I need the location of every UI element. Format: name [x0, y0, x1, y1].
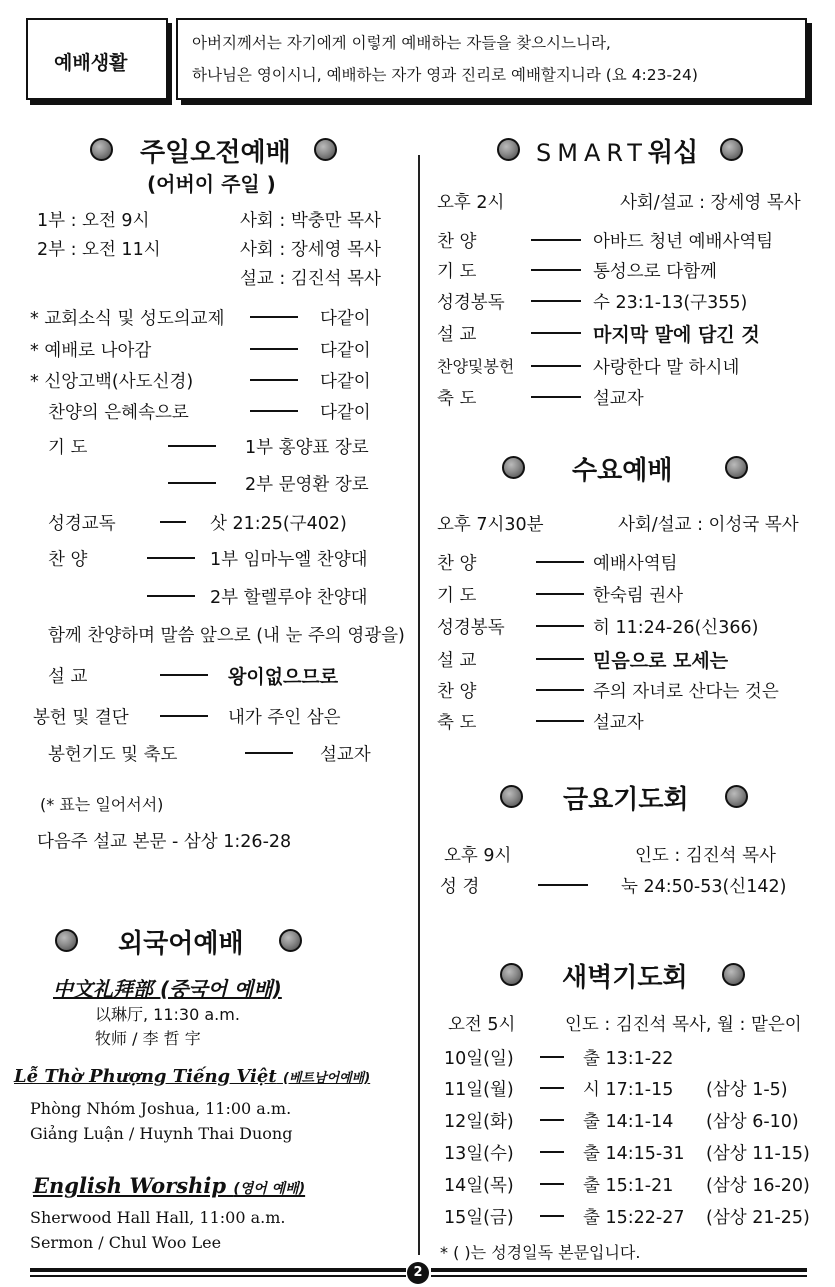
wednesday-row-value: 주의 자녀로 산다는 것은	[593, 682, 779, 702]
leader-dash	[160, 674, 208, 676]
dawn-footnote: * ( )는 성경일독 본문입니다.	[440, 1243, 641, 1262]
wednesday-row-label: 성경봉독	[437, 618, 505, 638]
leader-dash	[536, 658, 584, 660]
leader-dash	[536, 593, 584, 595]
bullet-icon	[500, 963, 523, 986]
leader-dash	[536, 720, 584, 722]
reading-value: 삿 21:25(구402)	[210, 514, 347, 534]
leader-dash	[538, 884, 588, 886]
vietnamese-service-title	[14, 1066, 370, 1087]
dawn-leader: 인도 : 김진석 목사, 월 : 맡은이	[565, 1015, 802, 1035]
praise-label: 찬 양	[48, 550, 88, 570]
service1-time: 1부 : 오전 9시	[37, 211, 150, 231]
dawn-day: 15일(금)	[444, 1208, 514, 1228]
leader-dash	[168, 445, 216, 447]
wednesday-time: 오후 7시30분	[437, 515, 544, 535]
leader-dash	[531, 269, 581, 271]
order-item: 찬양의 은혜속으로	[48, 403, 189, 423]
header-verse-line2: 하나님은 영이시니, 예배하는 자가 영과 진리로 예배할지니라 (요 4:23-24)	[192, 66, 698, 84]
column-divider	[418, 155, 420, 1255]
smart-row-label: 축 도	[437, 389, 477, 409]
smart-sermon-title: 마지막 말에 담긴 것	[593, 324, 760, 346]
smart-time: 오후 2시	[437, 193, 505, 213]
wednesday-row-value: 설교자	[593, 713, 644, 733]
sunday-preacher: 설교 : 김진석 목사	[240, 269, 381, 289]
bullet-icon	[720, 138, 743, 161]
leader-dash	[160, 715, 208, 717]
header-verse-line1: 아버지께서는 자기에게 이렇게 예배하는 자들을 찾으시느니라,	[192, 34, 611, 52]
dawn-reading: 출 13:1-22	[583, 1049, 674, 1069]
dawn-reading: 출 14:15-31	[583, 1144, 685, 1164]
vietnamese-title-text: Lễ Thờ Phượng Tiếng Việt	[14, 1066, 277, 1087]
bullet-icon	[279, 929, 302, 952]
offering-prayer-label: 봉헌기도 및 축도	[48, 745, 178, 765]
dawn-reading: 출 14:1-14	[583, 1112, 674, 1132]
friday-bible-label: 성 경	[440, 877, 480, 897]
smart-row-value: 수 23:1-13(구355)	[593, 293, 748, 313]
leader-dash	[531, 332, 581, 334]
english-service-line1: Sherwood Hall Hall, 11:00 a.m.	[30, 1208, 286, 1227]
prayer-service1: 1부 홍양표 장로	[245, 438, 369, 458]
dawn-extra: (삼상 6-10)	[706, 1112, 799, 1132]
chinese-service-line2: 牧师 / 李 哲 宇	[95, 1029, 201, 1048]
vietnamese-service-line1: Phòng Nhóm Joshua, 11:00 a.m.	[30, 1099, 292, 1118]
wednesday-row-label: 축 도	[437, 713, 477, 733]
leader-dash	[245, 752, 293, 754]
chinese-service-title: 中文礼拜部 (중국어 예배)	[53, 977, 282, 1001]
leader-dash	[536, 625, 584, 627]
order-item: * 신앙고백(사도신경)	[30, 372, 194, 392]
service1-leader: 사회 : 박충만 목사	[240, 211, 381, 231]
leader-dash	[168, 482, 216, 484]
sermon-title: 왕이없으므로	[228, 666, 339, 688]
dawn-reading: 출 15:1-21	[583, 1176, 674, 1196]
dawn-reading: 출 15:22-27	[583, 1208, 685, 1228]
leader-dash	[540, 1087, 564, 1089]
english-title-tag: (영어 예배)	[233, 1181, 306, 1197]
bullet-icon	[55, 929, 78, 952]
foreign-title: 외국어예배	[118, 929, 244, 959]
offering-value: 내가 주인 삼은	[228, 708, 341, 728]
english-service-line2: Sermon / Chul Woo Lee	[30, 1233, 222, 1252]
footer-bar-left	[30, 1268, 406, 1272]
dawn-day: 14일(목)	[444, 1176, 514, 1196]
prayer-service2: 2부 문영환 장로	[245, 475, 369, 495]
dawn-reading: 시 17:1-15	[583, 1080, 674, 1100]
sermon-label: 설 교	[48, 667, 88, 687]
english-title-text: English Worship	[33, 1173, 227, 1198]
smart-row-label: 기 도	[437, 262, 477, 282]
leader-dash	[160, 521, 186, 523]
bullet-icon	[502, 456, 525, 479]
bullet-icon	[90, 138, 113, 161]
wednesday-leader: 사회/설교 : 이성국 목사	[618, 515, 799, 535]
leader-dash	[250, 316, 298, 318]
dawn-day: 10일(일)	[444, 1049, 514, 1069]
smart-title-korean: 워십	[647, 138, 699, 168]
offering-prayer-value: 설교자	[320, 745, 371, 765]
leader-dash	[531, 239, 581, 241]
sunday-subtitle: (어버이 주일 )	[147, 172, 276, 196]
reading-label: 성경교독	[48, 514, 116, 534]
wednesday-row-label: 설 교	[437, 651, 477, 671]
order-item: * 예배로 나아감	[30, 341, 152, 361]
bullet-icon	[725, 456, 748, 479]
prayer-label: 기 도	[48, 438, 88, 458]
order-value: 다같이	[320, 403, 371, 423]
order-value: 다같이	[320, 341, 371, 361]
smart-row-value: 아바드 청년 예배사역팀	[593, 232, 774, 252]
order-value: 다같이	[320, 372, 371, 392]
leader-dash	[531, 396, 581, 398]
leader-dash	[536, 561, 584, 563]
dawn-title: 새벽기도회	[562, 963, 688, 993]
praise-service1: 1부 임마누엘 찬양대	[210, 550, 368, 570]
friday-time: 오후 9시	[444, 846, 512, 866]
wednesday-row-label: 찬 양	[437, 554, 477, 574]
service2-time: 2부 : 오전 11시	[37, 240, 161, 260]
smart-title-latin: SMART	[536, 139, 648, 167]
leader-dash	[250, 348, 298, 350]
dawn-time: 오전 5시	[448, 1015, 516, 1035]
footer-bar-right	[431, 1268, 807, 1272]
leader-dash	[531, 300, 581, 302]
smart-row-label: 설 교	[437, 325, 477, 345]
wednesday-row-label: 찬 양	[437, 682, 477, 702]
english-service-title	[33, 1173, 305, 1198]
together-line: 함께 찬양하며 말씀 앞으로 (내 눈 주의 영광을)	[48, 626, 405, 646]
vietnamese-service-line2: Giảng Luận / Huynh Thai Duong	[30, 1124, 293, 1143]
chinese-service-line1: 以琳厅, 11:30 a.m.	[95, 1005, 240, 1024]
friday-title: 금요기도회	[563, 785, 689, 815]
leader-dash	[540, 1183, 564, 1185]
order-item: * 교회소식 및 성도의교제	[30, 309, 225, 329]
bullet-icon	[500, 785, 523, 808]
offering-label: 봉헌 및 결단	[33, 708, 129, 728]
wednesday-title: 수요예배	[572, 456, 673, 486]
bullet-icon	[722, 963, 745, 986]
header-label: 예배생활	[54, 52, 128, 74]
bullet-icon	[725, 785, 748, 808]
footer-bar-right-thin	[431, 1275, 807, 1277]
dawn-extra: (삼상 21-25)	[706, 1208, 810, 1228]
smart-row-value: 사랑한다 말 하시네	[593, 358, 740, 378]
order-value: 다같이	[320, 309, 371, 329]
service2-leader: 사회 : 장세영 목사	[240, 240, 381, 260]
leader-dash	[147, 557, 195, 559]
smart-row-label: 성경봉독	[437, 293, 505, 313]
header-label-box	[26, 18, 168, 100]
bullet-icon	[314, 138, 337, 161]
dawn-extra: (삼상 11-15)	[706, 1144, 810, 1164]
standing-note: (* 표는 일어서서)	[40, 795, 164, 814]
dawn-extra: (삼상 1-5)	[706, 1080, 788, 1100]
smart-title	[536, 132, 698, 169]
smart-row-label: 찬양및봉헌	[437, 357, 515, 376]
friday-leader: 인도 : 김진석 목사	[635, 846, 776, 866]
leader-dash	[540, 1119, 564, 1121]
leader-dash	[540, 1151, 564, 1153]
footer-bar-left-thin	[30, 1275, 406, 1277]
smart-row-label: 찬 양	[437, 232, 477, 252]
praise-service2: 2부 할렐루야 찬양대	[210, 588, 368, 608]
leader-dash	[540, 1056, 564, 1058]
wednesday-row-value: 한숙림 권사	[593, 586, 684, 606]
dawn-extra: (삼상 16-20)	[706, 1176, 810, 1196]
leader-dash	[250, 410, 298, 412]
header-verse-box	[176, 18, 807, 100]
leader-dash	[536, 689, 584, 691]
dawn-day: 11일(월)	[444, 1080, 514, 1100]
smart-row-value: 설교자	[593, 389, 644, 409]
dawn-day: 12일(화)	[444, 1112, 514, 1132]
wednesday-row-value: 예배사역팀	[593, 554, 678, 574]
wednesday-sermon-title: 믿음으로 모세는	[593, 650, 729, 672]
page-number: 2	[407, 1262, 429, 1284]
leader-dash	[531, 365, 581, 367]
smart-leader: 사회/설교 : 장세영 목사	[620, 193, 801, 213]
next-week-text: 다음주 설교 본문 - 삼상 1:26-28	[37, 832, 292, 852]
bullet-icon	[497, 138, 520, 161]
leader-dash	[147, 595, 195, 597]
wednesday-row-label: 기 도	[437, 586, 477, 606]
smart-row-value: 통성으로 다함께	[593, 262, 717, 282]
leader-dash	[540, 1215, 564, 1217]
wednesday-row-value: 히 11:24-26(신366)	[593, 618, 759, 638]
vietnamese-title-tag: (베트남어예배)	[282, 1071, 371, 1086]
friday-bible-value: 눅 24:50-53(신142)	[621, 877, 787, 897]
sunday-title: 주일오전예배	[140, 138, 291, 168]
leader-dash	[250, 379, 298, 381]
dawn-day: 13일(수)	[444, 1144, 514, 1164]
